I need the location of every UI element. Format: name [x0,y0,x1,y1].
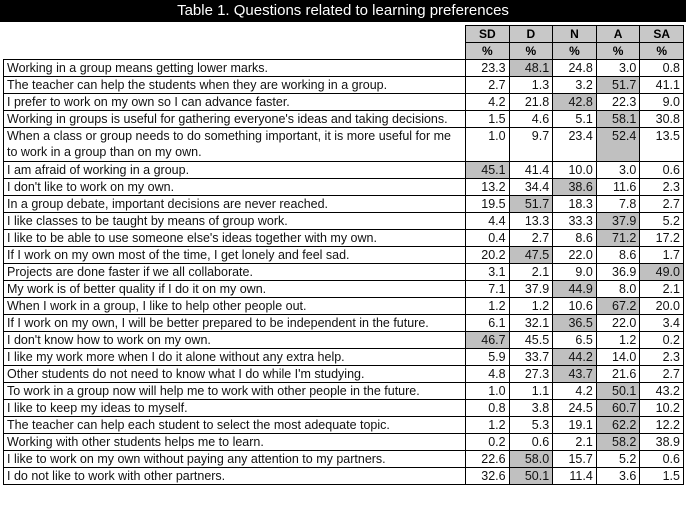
value-cell-d: 1.1 [509,383,553,400]
value-cell-a: 8.6 [596,247,640,264]
column-header-sa: SA [640,26,684,43]
value-cell-sa: 49.0 [640,264,684,281]
statement-cell: I like my work more when I do it alone without any extra help. [4,349,466,366]
value-cell-n: 38.6 [553,179,597,196]
value-cell-sd: 4.4 [466,213,510,230]
value-cell-sd: 1.5 [466,111,510,128]
value-cell-d: 0.6 [509,434,553,451]
table-row [4,468,684,485]
value-cell-d: 48.1 [509,60,553,77]
value-cell-a: 1.2 [596,332,640,349]
value-cell-n: 9.0 [553,264,597,281]
table-row [4,281,684,298]
statement-cell: The teacher can help each student to select the most adequate topic. [4,417,466,434]
value-cell-d: 51.7 [509,196,553,213]
value-cell-sa: 2.7 [640,366,684,383]
statement-cell: When a class or group needs to do something important, it is more useful for me to work in a group than on my own. [4,128,466,162]
table-row [4,349,684,366]
value-cell-sd: 46.7 [466,332,510,349]
value-cell-sd: 32.6 [466,468,510,485]
value-cell-n: 24.5 [553,400,597,417]
value-cell-a: 51.7 [596,77,640,94]
value-cell-d: 58.0 [509,451,553,468]
value-cell-a: 11.6 [596,179,640,196]
statement-cell: I like to work on my own without paying any attention to my partners. [4,451,466,468]
value-cell-d: 5.3 [509,417,553,434]
value-cell-a: 62.2 [596,417,640,434]
column-header-d: D [509,26,553,43]
statement-cell: Working in groups is useful for gathering everyone's ideas and taking decisions. [4,111,466,128]
value-cell-sa: 20.0 [640,298,684,315]
unit-header: % [640,43,684,60]
value-cell-sd: 6.1 [466,315,510,332]
value-cell-n: 15.7 [553,451,597,468]
statement-cell: I like classes to be taught by means of group work. [4,213,466,230]
table-row [4,332,684,349]
value-cell-n: 2.1 [553,434,597,451]
value-cell-d: 2.1 [509,264,553,281]
value-cell-sd: 7.1 [466,281,510,298]
statement-cell: Projects are done faster if we all collaborate. [4,264,466,281]
value-cell-sa: 0.2 [640,332,684,349]
value-cell-sa: 2.3 [640,349,684,366]
value-cell-a: 58.2 [596,434,640,451]
value-cell-n: 11.4 [553,468,597,485]
value-cell-n: 23.4 [553,128,597,162]
statement-cell: If I work on my own, I will be better prepared to be independent in the future. [4,315,466,332]
unit-header: % [466,43,510,60]
value-cell-d: 47.5 [509,247,553,264]
table-row [4,128,684,162]
value-cell-sa: 17.2 [640,230,684,247]
value-cell-sa: 5.2 [640,213,684,230]
value-cell-sa: 0.6 [640,162,684,179]
value-cell-d: 34.4 [509,179,553,196]
table-row [4,400,684,417]
value-cell-a: 67.2 [596,298,640,315]
value-cell-d: 3.8 [509,400,553,417]
table-row [4,298,684,315]
value-cell-sa: 38.9 [640,434,684,451]
statement-cell: I do not like to work with other partners. [4,468,466,485]
value-cell-n: 3.2 [553,77,597,94]
value-cell-a: 3.0 [596,162,640,179]
table-row [4,264,684,281]
value-cell-a: 22.3 [596,94,640,111]
value-cell-a: 14.0 [596,349,640,366]
value-cell-d: 41.4 [509,162,553,179]
value-cell-sd: 2.7 [466,77,510,94]
column-header-a: A [596,26,640,43]
value-cell-sd: 13.2 [466,179,510,196]
value-cell-sd: 1.2 [466,298,510,315]
value-cell-n: 42.8 [553,94,597,111]
value-cell-a: 21.6 [596,366,640,383]
table-row [4,366,684,383]
value-cell-sa: 9.0 [640,94,684,111]
table-row [4,213,684,230]
value-cell-a: 58.1 [596,111,640,128]
value-cell-sd: 22.6 [466,451,510,468]
statement-cell: If I work on my own most of the time, I get lonely and feel sad. [4,247,466,264]
value-cell-sa: 1.7 [640,247,684,264]
value-cell-a: 22.0 [596,315,640,332]
value-cell-a: 3.6 [596,468,640,485]
unit-header: % [553,43,597,60]
table-row [4,179,684,196]
value-cell-n: 36.5 [553,315,597,332]
value-cell-sa: 0.6 [640,451,684,468]
value-cell-a: 71.2 [596,230,640,247]
value-cell-n: 44.9 [553,281,597,298]
table-row [4,247,684,264]
value-cell-n: 22.0 [553,247,597,264]
statement-cell: I don't like to work on my own. [4,179,466,196]
value-cell-a: 8.0 [596,281,640,298]
value-cell-n: 44.2 [553,349,597,366]
value-cell-d: 4.6 [509,111,553,128]
learning-preferences-table [3,25,684,485]
value-cell-d: 21.8 [509,94,553,111]
value-cell-d: 27.3 [509,366,553,383]
value-cell-n: 24.8 [553,60,597,77]
table-row [4,230,684,247]
value-cell-sd: 0.8 [466,400,510,417]
value-cell-sd: 19.5 [466,196,510,213]
statement-cell: I prefer to work on my own so I can advance faster. [4,94,466,111]
value-cell-d: 1.2 [509,298,553,315]
table-body [4,60,684,485]
value-cell-n: 10.6 [553,298,597,315]
value-cell-a: 60.7 [596,400,640,417]
value-cell-a: 5.2 [596,451,640,468]
table-row [4,94,684,111]
statement-cell: In a group debate, important decisions are never reached. [4,196,466,213]
statement-cell: To work in a group now will help me to work with other people in the future. [4,383,466,400]
value-cell-sa: 41.1 [640,77,684,94]
value-cell-a: 52.4 [596,128,640,162]
value-cell-n: 18.3 [553,196,597,213]
value-cell-a: 3.0 [596,60,640,77]
value-cell-n: 4.2 [553,383,597,400]
value-cell-d: 13.3 [509,213,553,230]
value-cell-sd: 4.2 [466,94,510,111]
header-row-labels [4,26,684,43]
value-cell-sa: 0.8 [640,60,684,77]
table-row [4,417,684,434]
value-cell-sa: 43.2 [640,383,684,400]
value-cell-sd: 20.2 [466,247,510,264]
statement-cell: Other students do not need to know what I do while I'm studying. [4,366,466,383]
value-cell-sd: 0.2 [466,434,510,451]
table-row [4,196,684,213]
value-cell-a: 50.1 [596,383,640,400]
value-cell-sd: 45.1 [466,162,510,179]
table-title: Table 1. Questions related to learning preferences [0,0,686,22]
value-cell-sd: 5.9 [466,349,510,366]
value-cell-n: 8.6 [553,230,597,247]
value-cell-n: 10.0 [553,162,597,179]
header-blank [4,26,466,60]
value-cell-n: 43.7 [553,366,597,383]
value-cell-n: 33.3 [553,213,597,230]
statement-cell: I like to be able to use someone else's ideas together with my own. [4,230,466,247]
value-cell-d: 32.1 [509,315,553,332]
table-row [4,162,684,179]
value-cell-sd: 1.2 [466,417,510,434]
value-cell-d: 50.1 [509,468,553,485]
value-cell-sd: 0.4 [466,230,510,247]
statement-cell: Working in a group means getting lower marks. [4,60,466,77]
unit-header: % [509,43,553,60]
value-cell-d: 33.7 [509,349,553,366]
column-header-n: N [553,26,597,43]
value-cell-sa: 10.2 [640,400,684,417]
statement-cell: My work is of better quality if I do it on my own. [4,281,466,298]
unit-header: % [596,43,640,60]
statement-cell: I am afraid of working in a group. [4,162,466,179]
table-row [4,60,684,77]
value-cell-d: 9.7 [509,128,553,162]
value-cell-sa: 1.5 [640,468,684,485]
value-cell-d: 2.7 [509,230,553,247]
value-cell-sa: 3.4 [640,315,684,332]
table-row [4,77,684,94]
value-cell-sa: 2.3 [640,179,684,196]
value-cell-d: 37.9 [509,281,553,298]
table-row [4,451,684,468]
statement-cell: When I work in a group, I like to help other people out. [4,298,466,315]
value-cell-n: 6.5 [553,332,597,349]
column-header-sd: SD [466,26,510,43]
table-row [4,434,684,451]
value-cell-a: 7.8 [596,196,640,213]
value-cell-sd: 4.8 [466,366,510,383]
value-cell-sa: 13.5 [640,128,684,162]
value-cell-a: 37.9 [596,213,640,230]
table-row [4,315,684,332]
value-cell-n: 19.1 [553,417,597,434]
value-cell-n: 5.1 [553,111,597,128]
statement-cell: I don't know how to work on my own. [4,332,466,349]
statement-cell: I like to keep my ideas to myself. [4,400,466,417]
statement-cell: The teacher can help the students when they are working in a group. [4,77,466,94]
value-cell-sd: 1.0 [466,128,510,162]
value-cell-sd: 1.0 [466,383,510,400]
table-row [4,383,684,400]
value-cell-a: 36.9 [596,264,640,281]
value-cell-sa: 30.8 [640,111,684,128]
value-cell-sd: 23.3 [466,60,510,77]
value-cell-d: 1.3 [509,77,553,94]
value-cell-sa: 2.7 [640,196,684,213]
value-cell-sa: 12.2 [640,417,684,434]
value-cell-d: 45.5 [509,332,553,349]
value-cell-sd: 3.1 [466,264,510,281]
table-row [4,111,684,128]
value-cell-sa: 2.1 [640,281,684,298]
statement-cell: Working with other students helps me to learn. [4,434,466,451]
